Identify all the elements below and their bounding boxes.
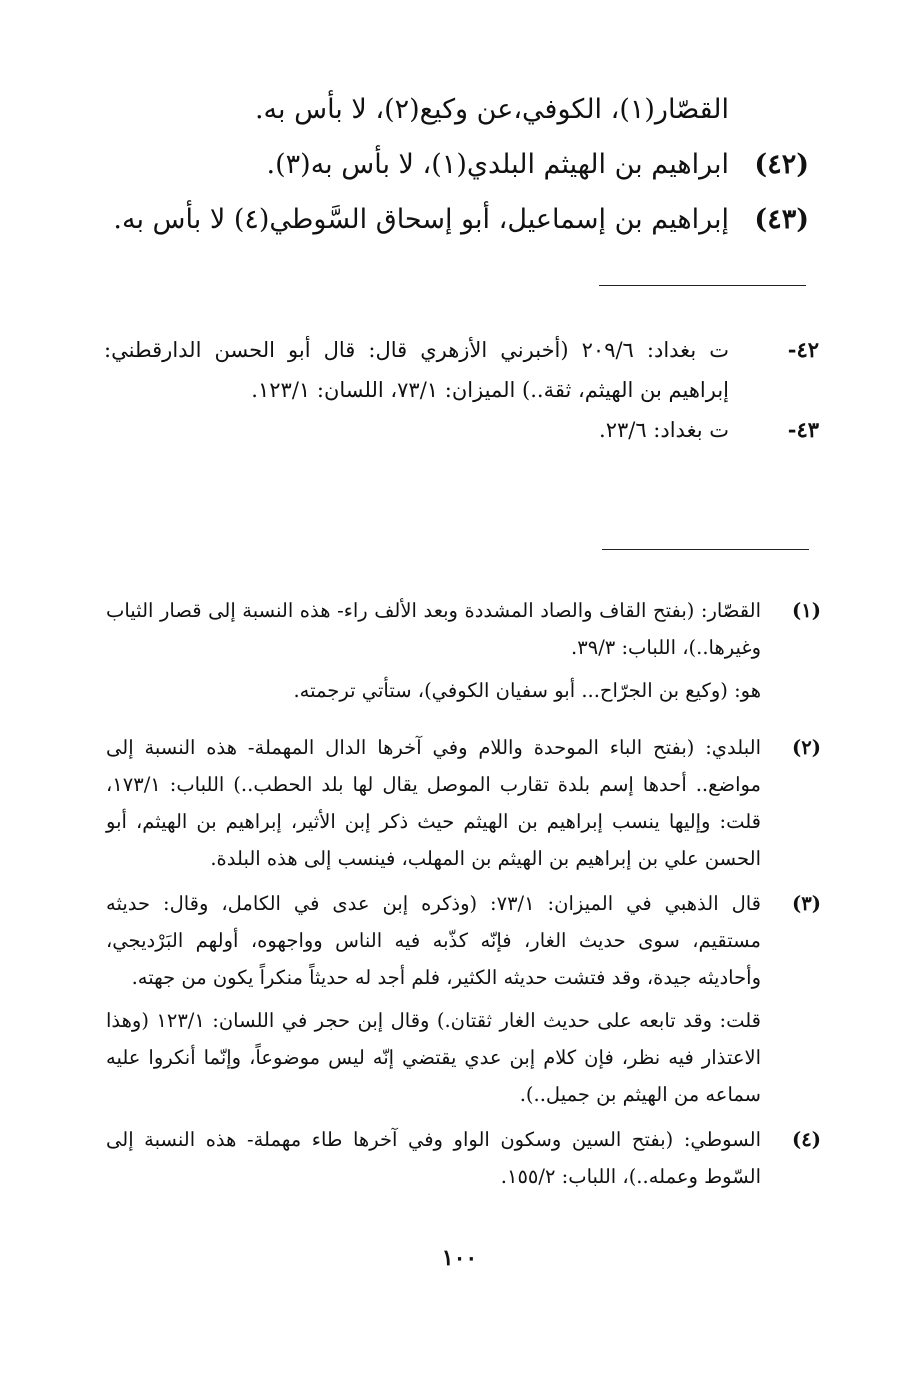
main-text xyxy=(109,82,809,247)
entry-number: (٤٢) xyxy=(754,149,809,180)
footnote-number: (٤) xyxy=(792,1128,821,1151)
footnote-body xyxy=(106,1121,761,1195)
footnote-paragraph: قال الذهبي في الميزان: ٧٣/١: (وذكره إبن عدى في الكامل، وقال: حديثه مستقيم، سوى حديث الغار، فإنّه كذّبه فيه الناس وواجهوه، أولهم البَرْديجي، وأحاديثه جيدة، وقد فتشت حديثه الكثير، فلم أجد له حديثاً منكراً يكون من جهته. xyxy=(106,892,761,989)
footnote-body xyxy=(106,885,761,1113)
footnote-paragraph: القصّار: (بفتح القاف والصاد المشددة وبعد الألف راء- هذه النسبة إلى قصار الثياب وغيرها..)، اللباب: ٣٩/٣. xyxy=(106,599,761,659)
page-number: ١٠٠ xyxy=(441,1245,478,1271)
footnote-number: (١) xyxy=(792,599,821,622)
sources-section xyxy=(104,330,819,450)
footnote xyxy=(106,729,821,877)
source-text: ت بغداد: ٢٠٩/٦ (أخبرني الأزهري قال: قال أبو الحسن الدارقطني: إبراهيم بن الهيثم، ثقة..) الميزان: ٧٣/١، اللسان: ١٢٣/١. xyxy=(104,338,729,402)
footnote-number: (٢) xyxy=(792,736,821,759)
entry-number: (٤٣) xyxy=(754,204,809,235)
footnote-body xyxy=(106,592,761,709)
footnote xyxy=(106,1121,821,1195)
entry-text: إبراهيم بن إسماعيل، أبو إسحاق السَّوطي(٤) لا بأس به. xyxy=(113,204,729,235)
entry-text: ابراهيم بن الهيثم البلدي(١)، لا بأس به(٣). xyxy=(266,149,729,180)
footnote-paragraph: قلت: وقد تابعه على حديث الغار ثقتان.) وقال إبن حجر في اللسان: ١٢٣/١ (وهذا الاعتذار فيه نظر، فإن كلام إبن عدي يقتضي إنّه ليس موضوعاً، وإنّما أنكروا عليه سماعه من الهيثم بن جميل..). xyxy=(106,1009,761,1106)
footnote-paragraph: البلدي: (بفتح الباء الموحدة واللام وفي آخرها الدال المهملة- هذه النسبة إلى مواضع.. أحدها إسم بلدة تقارب الموصل يقال لها بلد الحطب..) اللباب: ١٧٣/١، قلت: وإليها ينسب إبراهيم بن الهيثم حيث ذكر إبن الأثير، إبراهيم بن الهيثم، أبو الحسن علي بن إبراهيم بن الهيثم بن المهلب، فينسب إلى هذه البلدة. xyxy=(106,736,761,870)
source-text: ت بغداد: ٢٣/٦. xyxy=(599,418,729,442)
source-number: ٤٢- xyxy=(787,337,819,362)
entry-42 xyxy=(109,137,809,192)
footnote-number: (٣) xyxy=(792,892,821,915)
divider-rule xyxy=(602,549,809,550)
divider-rule xyxy=(599,285,806,286)
footnote xyxy=(106,885,821,1113)
source-entry xyxy=(104,330,819,410)
footnote-paragraph: هو: (وكيع بن الجرّاح... أبو سفيان الكوفي)، ستأتي ترجمته. xyxy=(293,679,761,702)
entry-43 xyxy=(109,192,809,247)
footnote-paragraph: السوطي: (بفتح السين وسكون الواو وفي آخرها طاء مهملة- هذه النسبة إلى السّوط وعمله..)، اللباب: ١٥٥/٢. xyxy=(106,1128,761,1188)
source-entry xyxy=(104,410,819,450)
footnote-body xyxy=(106,729,761,877)
main-line-continuation: القصّار(١)، الكوفي،عن وكيع(٢)، لا بأس به. xyxy=(254,94,729,125)
footnote xyxy=(106,592,821,709)
footnotes-section xyxy=(106,592,821,1195)
source-number: ٤٣- xyxy=(787,417,819,442)
